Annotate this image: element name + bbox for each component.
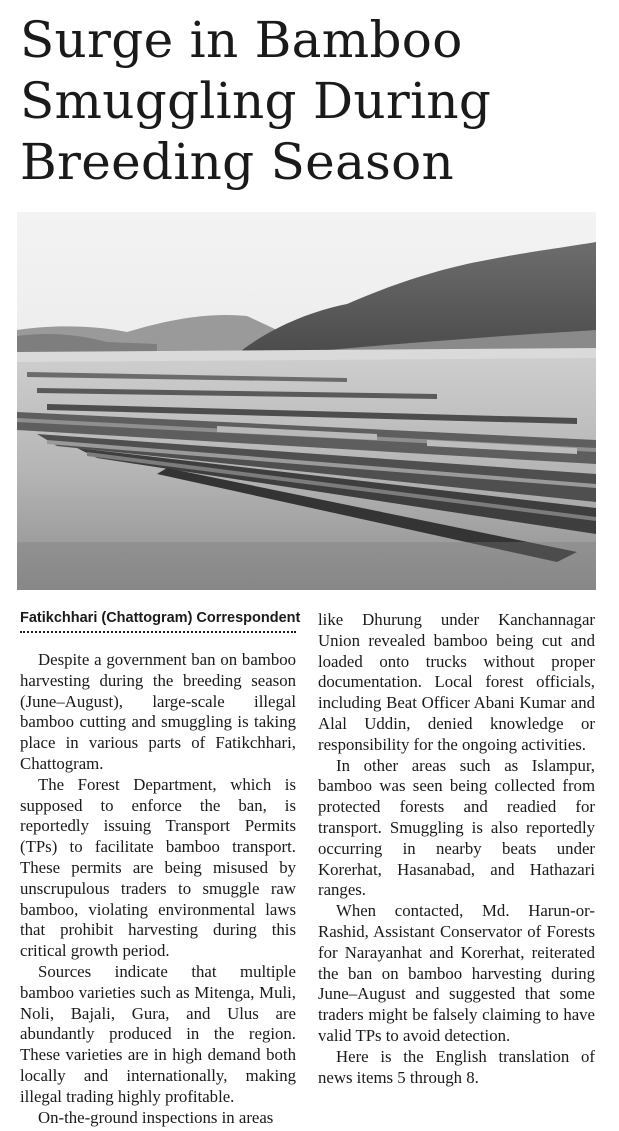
headline: Surge in Bamboo Smuggling During Breeding Season — [20, 11, 492, 191]
body-paragraph-continuation: like Dhurung under Kanchannagar Union revealed bamboo being cut and loaded onto trucks without proper documentation. Local forest officials, including Beat Officer Abani Kumar and Alal Uddin, denied knowledge or responsibility for the ongoing activities. — [318, 610, 595, 754]
body-paragraph: Sources indicate that multiple bamboo varieties such as Mitenga, Muli, Noli, Bajali, Gura, and Ulus are abundantly produced in the region. These varieties are in high demand both locally and internationally, making illegal trading highly profitable. — [20, 961, 296, 1106]
body-paragraph: Here is the English translation of news items 5 through 8. — [318, 1046, 595, 1087]
body-paragraph: When contacted, Md. Harun-or-Rashid, Assistant Conservator of Forests for Narayanhat and Korerhat, reiterated the ban on bamboo harvesting during June–August and suggested that some traders might be falsely claiming to have valid TPs to avoid detection. — [318, 901, 595, 1045]
body-paragraph: In other areas such as Islampur, bamboo was seen being collected from protected forests and readied for transport. Smuggling is also reportedly occurring in nearby beats under Korerhat, Hasanabad, and Hathazari ranges. — [318, 755, 595, 900]
right-column — [318, 610, 595, 1088]
byline: Fatikchhari (Chattogram) Correspondent — [20, 610, 296, 633]
left-column — [20, 650, 296, 1128]
body-paragraph: On-the-ground inspections in areas — [38, 1107, 274, 1127]
bamboo-rafts-photo — [17, 212, 596, 590]
body-paragraph: Despite a government ban on bamboo harvesting during the breeding season (June–August), large-scale illegal bamboo cutting and smuggling is taking place in various parts of Fatikchhari, Chattogram. — [20, 650, 296, 773]
body-paragraph: The Forest Department, which is supposed to enforce the ban, is reportedly issuing Transport Permits (TPs) to facilitate bamboo transport. These permits are being misused by unscrupulous traders to smuggle raw bamboo, violating environmental laws that prohibit harvesting during this critical growth period. — [20, 774, 296, 961]
